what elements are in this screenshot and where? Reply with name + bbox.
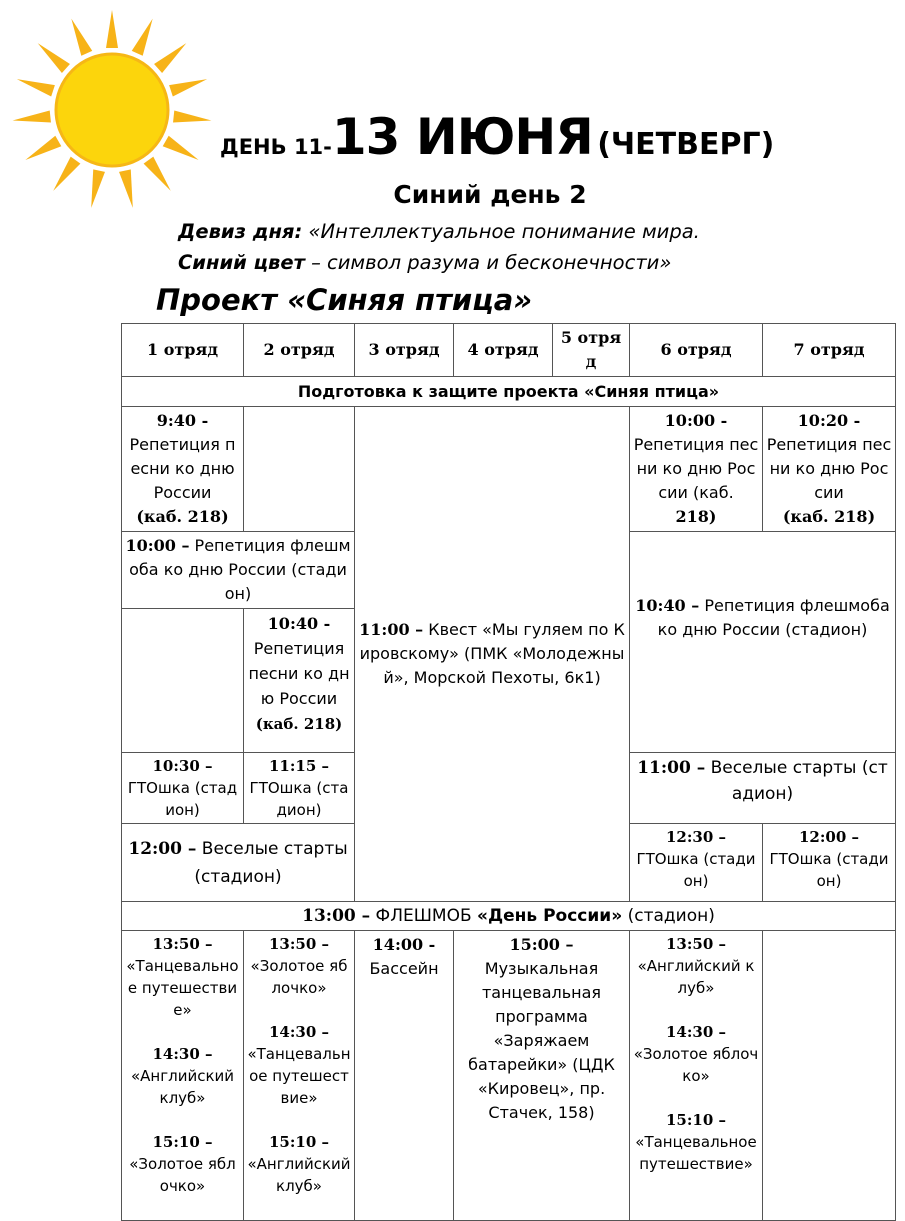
- squad1-afternoon: 13:50 – «Танцевальное путешествие» 14:30 – «Английский клуб» 15:10 – «Золотое яблочко»: [122, 931, 244, 1221]
- squad3-pool: 14:00 - Бассейн: [355, 931, 454, 1221]
- squad7-gto: 12:00 – ГТОшка (стадион): [763, 824, 896, 902]
- squads67-flashmob-rehearsal: 10:40 – Репетиция флешмоба ко дню России (стадион): [630, 532, 896, 753]
- squad7-song-rehearsal: 10:20 - Репетиция песни ко дню России (каб. 218): [763, 407, 896, 532]
- date: 13 ИЮНЯ: [331, 108, 593, 166]
- squads45-music-program: 15:00 – Музыкальная танцевальная программа «Заряжаем батарейки» (ЦДК «Кировец», пр. Стачек, 158): [454, 931, 630, 1221]
- squad6-gto: 12:30 – ГТОшка (стадион): [630, 824, 763, 902]
- weekday: (ЧЕТВЕРГ): [597, 127, 775, 162]
- squad6-song-rehearsal: 10:00 - Репетиция песни ко дню России (каб. 218): [630, 407, 763, 532]
- day-motto: [178, 220, 700, 243]
- squad6-afternoon: 13:50 – «Английский клуб» 14:30 – «Золотое яблочко» 15:10 – «Танцевальное путешествие»: [630, 931, 763, 1221]
- squads12-flashmob-rehearsal: 10:00 – Репетиция флешмоба ко дню России (стадион): [122, 532, 355, 609]
- motto-label: Девиз дня:: [178, 220, 303, 243]
- col-header: 3 отряд: [355, 324, 454, 377]
- prep-row: Подготовка к защите проекта «Синяя птица»: [122, 377, 896, 407]
- quest-cell: 11:00 – Квест «Мы гуляем по Кировскому» (ПМК «Молодежный», Морской Пехоты, 6к1): [355, 407, 630, 902]
- col-header: 7 отряд: [763, 324, 896, 377]
- squad1-gto: 10:30 – ГТОшка (стадион): [122, 753, 244, 824]
- squad2-song-rehearsal: 10:40 - Репетиция песни ко дню России (каб. 218): [244, 609, 355, 753]
- day-number: ДЕНЬ 11-: [220, 135, 332, 159]
- squad1-song-rehearsal: 9:40 - Репетиция песни ко дню России (каб. 218): [122, 407, 244, 532]
- empty-cell: [122, 609, 244, 753]
- header-row: [122, 324, 896, 377]
- project-title: Проект «Синяя птица»: [156, 283, 533, 317]
- col-header: 6 отряд: [630, 324, 763, 377]
- squads67-fun-starts: 11:00 – Веселые старты (стадион): [630, 753, 896, 824]
- color-meaning: [178, 251, 671, 274]
- flashmob-row: 13:00 – ФЛЕШМОБ «День России» (стадион): [122, 902, 896, 931]
- color-label: Синий цвет: [178, 251, 305, 274]
- day-subtitle: Синий день 2: [393, 180, 587, 209]
- squad2-gto: 11:15 – ГТОшка (стадион): [244, 753, 355, 824]
- schedule-table: [121, 323, 896, 1221]
- empty-cell: [244, 407, 355, 532]
- motto-text: «Интеллектуальное понимание мира.: [302, 220, 700, 243]
- squads12-fun-starts: 12:00 – Веселые старты (стадион): [122, 824, 355, 902]
- empty-cell: [763, 931, 896, 1221]
- col-header: 2 отряд: [244, 324, 355, 377]
- col-header: 5 отряд: [553, 324, 630, 377]
- page-title: [220, 108, 774, 166]
- col-header: 1 отряд: [122, 324, 244, 377]
- color-text: – символ разума и бесконечности»: [304, 251, 672, 274]
- squad2-afternoon: 13:50 – «Золотое яблочко» 14:30 – «Танцевальное путешествие» 15:10 – «Английский клуб»: [244, 931, 355, 1221]
- col-header: 4 отряд: [454, 324, 553, 377]
